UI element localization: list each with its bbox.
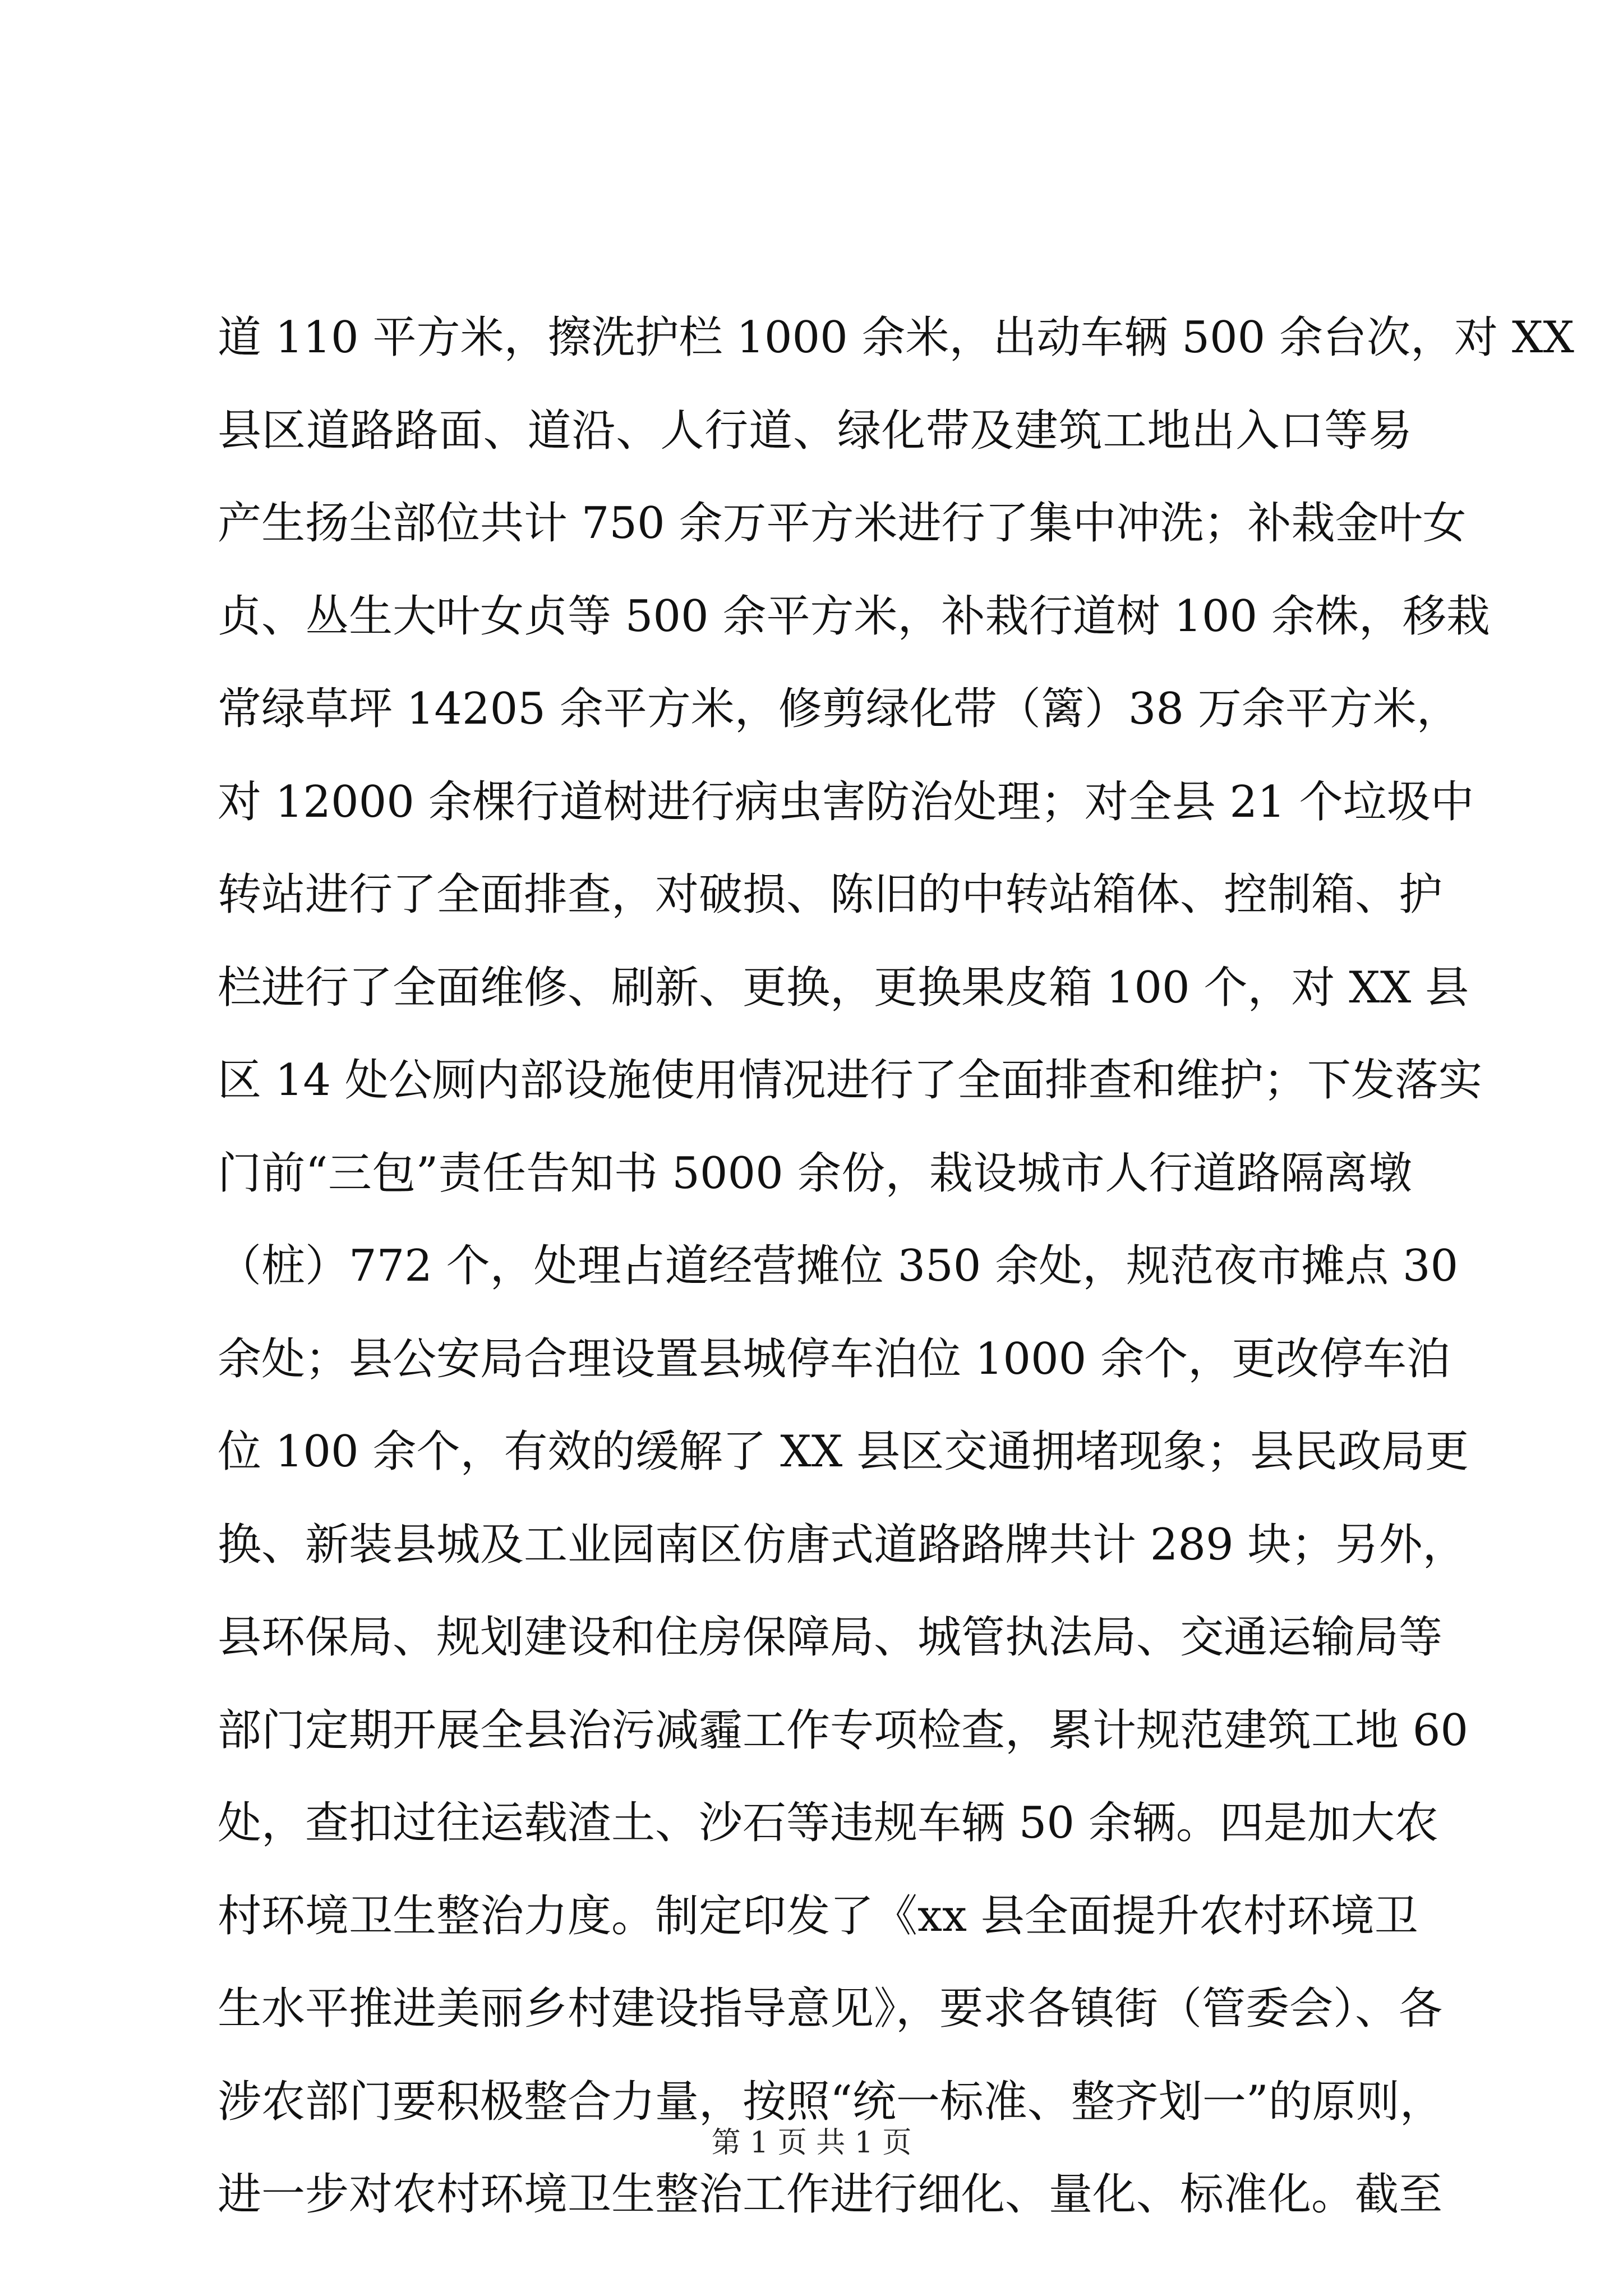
text-line-19: 生水平推进美丽乡村建设指导意见》，要求各镇街（管委会）、各 (218, 1984, 1443, 2034)
text-line-8: 栏进行了全面维修、刷新、更换，更换果皮箱 100 个，对 XX 县 (218, 962, 1469, 1013)
text-line-13: 位 100 余个，有效的缓解了 XX 县区交通拥堵现象；县民政局更 (218, 1427, 1469, 1477)
text-line-1: 道 110 平方米，擦洗护栏 1000 余米，出动车辆 500 余台次，对 XX (218, 312, 1574, 363)
text-line-16: 部门定期开展全县治污减霾工作专项检查，累计规范建筑工地 60 (218, 1705, 1469, 1756)
text-line-7: 转站进行了全面排查，对破损、陈旧的中转站箱体、控制箱、护 (218, 869, 1443, 920)
text-line-15: 县环保局、规划建设和住房保障局、城管执法局、交通运输局等 (218, 1612, 1443, 1663)
text-line-2: 县区道路路面、道沿、人行道、绿化带及建筑工地出入口等易 (218, 405, 1412, 456)
text-line-21: 进一步对农村环境卫生整治工作进行细化、量化、标准化。截至 (218, 2169, 1443, 2220)
text-line-9: 区 14 处公厕内部设施使用情况进行了全面排查和维护；下发落实 (218, 1055, 1482, 1106)
page-footer: 第 1 页 共 1 页 (711, 2126, 912, 2160)
text-line-18: 村环境卫生整治力度。制定印发了《xx 县全面提升农村环境卫 (218, 1890, 1418, 1941)
body-text (218, 292, 1574, 2242)
text-line-6: 对 12000 余棵行道树进行病虫害防治处理；对全县 21 个垃圾中 (218, 776, 1474, 827)
text-line-10: 门前“三包”责任告知书 5000 余份，栽设城市人行道路隔离墩 (218, 1148, 1412, 1199)
text-line-11: （桩）772 个，处理占道经营摊位 350 余处，规范夜市摊点 30 (218, 1241, 1459, 1291)
text-line-17: 处，查扣过往运载渣土、沙石等违规车辆 50 余辆。四是加大农 (218, 1798, 1438, 1848)
text-line-20: 涉农部门要积极整合力量，按照“统一标准、整齐划一”的原则， (218, 2076, 1444, 2127)
text-line-5: 常绿草坪 14205 余平方米，修剪绿化带（篱）38 万余平方米， (218, 684, 1460, 734)
text-line-14: 换、新装县城及工业园南区仿唐式道路路牌共计 289 块；另外， (218, 1519, 1467, 1570)
text-line-12: 余处；县公安局合理设置县城停车泊位 1000 余个，更改停车泊 (218, 1333, 1451, 1384)
text-line-3: 产生扬尘部位共计 750 余万平方米进行了集中冲洗；补栽金叶女 (218, 498, 1467, 549)
text-line-4: 贞、丛生大叶女贞等 500 余平方米，补栽行道树 100 余株，移栽 (218, 591, 1490, 642)
